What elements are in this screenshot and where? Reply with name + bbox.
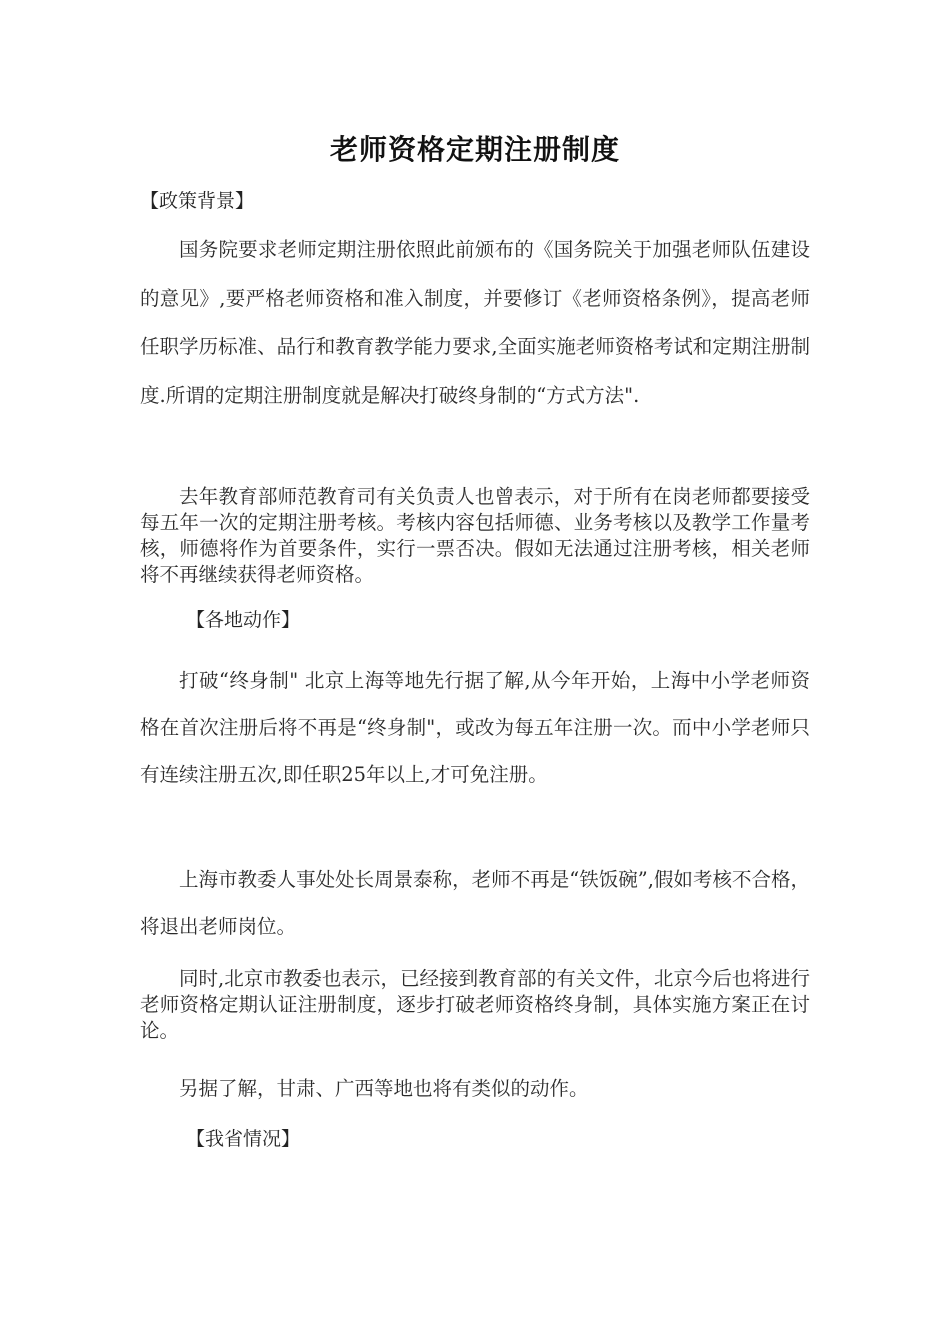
paragraph-local-4: 另据了解，甘肃、广西等地也将有类似的动作。 [179,1077,589,1100]
paragraph-policy-2: 去年教育部师范教育司有关负责人也曾表示，对于所有在岗老师都要接受每五年一次的定期注册考核。考核内容包括师德、业务考核以及教学工作量考核，师德将作为首要条件，实行一票否决。假如无法通过注册考核，相关老师将不再继续获得老师资格。 [140,485,810,586]
section-heading-local-actions: 【各地动作】 [186,609,301,631]
section-heading-our-province: 【我省情况】 [186,1128,301,1150]
paragraph-local-1: 打破“终身制" 北京上海等地先行据了解,从今年开始，上海中小学老师资格在首次注册后将不再是“终身制"，或改为每五年注册一次。而中小学老师只有连续注册五次,即任职25年以上,才可免注册。 [140,669,810,786]
document-title: 老师资格定期注册制度 [329,133,620,166]
paragraph-local-2: 上海市教委人事处处长周景泰称，老师不再是“铁饭碗”,假如考核不合格，将退出老师岗位。 [140,868,810,938]
section-heading-policy-background: 【政策背景】 [140,190,255,212]
paragraph-local-3: 同时,北京市教委也表示，已经接到教育部的有关文件，北京今后也将进行老师资格定期认证注册制度，逐步打破老师资格终身制，具体实施方案正在讨论。 [140,967,810,1042]
paragraph-policy-1: 国务院要求老师定期注册依照此前颁布的《国务院关于加强老师队伍建设的意见》,要严格老师资格和准入制度，并要修订《老师资格条例》，提高老师任职学历标准、品行和教育教学能力要求,全面实施老师资格考试和定期注册制度.所谓的定期注册制度就是解决打破终身制的“方式方法". [140,238,810,407]
